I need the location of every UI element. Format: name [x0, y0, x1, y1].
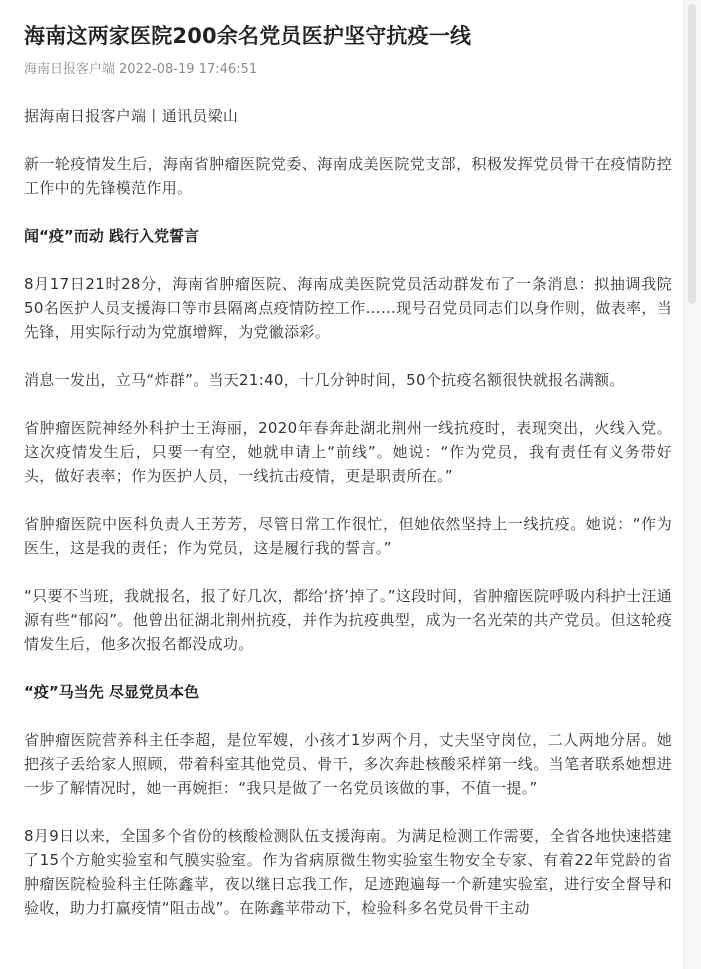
article-meta	[24, 61, 672, 79]
paragraph: 8月9日以来，全国多个省份的核酸检测队伍支援海南。为满足检测工作需要，全省各地快速搭建了15个方舱实验室和气膜实验室。作为省病原微生物实验室生物安全专家、有着22年党龄的省肿瘤医院检验科主任陈鑫苹，夜以继日忘我工作，足迹跑遍每一个新建实验室，进行安全督导和验收，助力打赢疫情“阻击战”。在陈鑫苹带动下，检验科多名党员骨干主动	[24, 827, 672, 917]
section-heading-2: “疫”马当先 尽显党员本色	[24, 683, 199, 701]
paragraph: 8月17日21时28分，海南省肿瘤医院、海南成美医院党员活动群发布了一条消息：拟抽调我院50名医护人员支援海口等市县隔离点疫情防控工作……现号召党员同志们以身作则，做表率，当先锋，用实际行动为党旗增辉，为党徽添彩。	[24, 275, 672, 341]
paragraph: “只要不当班，我就报名，报了好几次，都给‘挤’掉了。”这段时间，省肿瘤医院呼吸内科护士汪通源有些“郁闷”。他曾出征湖北荆州抗疫，并作为抗疫典型，成为一名光荣的共产党员。但这轮疫情发生后，他多次报名都没成功。	[24, 587, 672, 653]
article-source: 海南日报客户端	[24, 62, 116, 77]
paragraph: 省肿瘤医院营养科主任李超，是位军嫂，小孩才1岁两个月，丈夫坚守岗位，二人两地分居。她把孩子丢给家人照顾，带着科室其他党员、骨干，多次奔赴核酸采样第一线。当笔者联系她想进一步了解情况时，她一再婉拒：“我只是做了一名党员该做的事，不值一提。”	[24, 731, 672, 797]
article-title: 海南这两家医院200余名党员医护坚守抗疫一线	[24, 24, 472, 48]
paragraph: 消息一发出，立马“炸群”。当天21:40，十几分钟时间，50个抗疫名额很快就报名满额。	[24, 371, 625, 389]
article-datetime: 2022-08-19 17:46:51	[119, 62, 258, 77]
byline: 据海南日报客户端丨通讯员梁山	[24, 107, 239, 125]
paragraph-intro: 新一轮疫情发生后，海南省肿瘤医院党委、海南成美医院党支部，积极发挥党员骨干在疫情防控工作中的先锋模范作用。	[24, 155, 672, 197]
scrollbar-thumb[interactable]	[688, 4, 696, 304]
article	[24, 0, 672, 920]
paragraph: 省肿瘤医院中医科负责人王芳芳，尽管日常工作很忙，但她依然坚持上一线抗疫。她说：“作为医生，这是我的责任；作为党员，这是履行我的誓言。”	[24, 515, 672, 557]
paragraph: 省肿瘤医院神经外科护士王海丽，2020年春奔赴湖北荆州一线抗疫时，表现突出，火线入党。这次疫情发生后，只要一有空，她就申请上“前线”。她说：“作为党员，我有责任有义务带好头，做好表率；作为医护人员，一线抗击疫情，更是职责所在。”	[24, 419, 672, 485]
scrollbar[interactable]	[683, 0, 701, 969]
section-heading-1: 闻“疫”而动 践行入党誓言	[24, 227, 199, 245]
